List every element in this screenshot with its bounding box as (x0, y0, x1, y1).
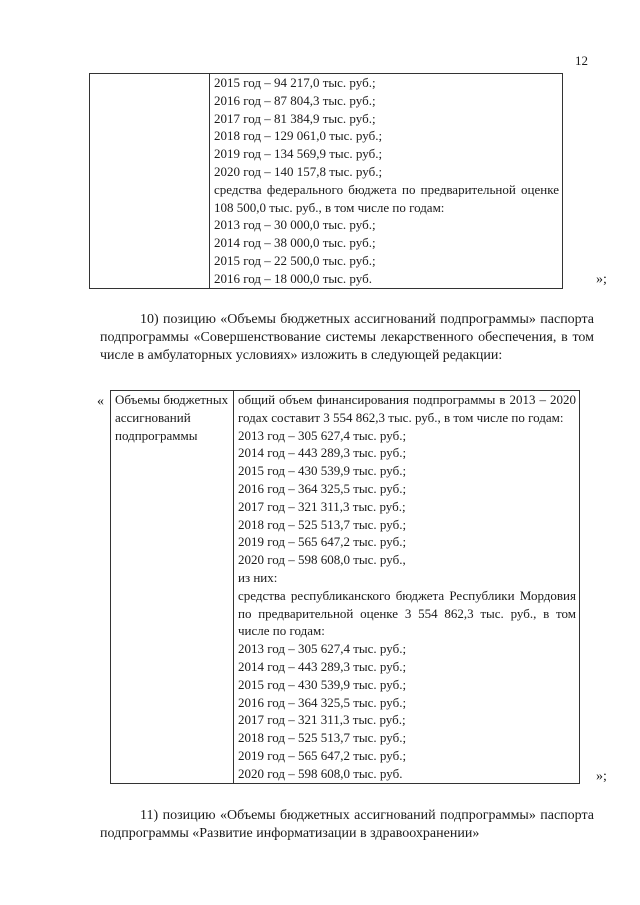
table-line: 2020 год – 598 608,0 тыс. руб. (238, 765, 403, 781)
paragraph-10: 10) позицию «Объемы бюджетных ассигнований подпрограммы» паспорта подпрограммы «Совершенствование системы лекарственного обеспечения, в том числе в амбулаторных условиях» изложить в следующей редакции: (100, 312, 594, 364)
paragraph-11: 11) позицию «Объемы бюджетных ассигнований подпрограммы» паспорта подпрограммы «Развитие информатизации в здравоохранении» (100, 808, 594, 842)
table-line: 2015 год – 430 539,9 тыс. руб.; (238, 676, 407, 692)
budget-table (110, 390, 580, 784)
table-value-cell (234, 391, 580, 784)
table-line: 2019 год – 565 647,2 тыс. руб.; (238, 747, 407, 763)
table-line: 2019 год – 134 569,9 тыс. руб.; (214, 146, 383, 162)
budget-label: Объемы бюджетных ассигнований подпрограммы (115, 392, 229, 443)
table-line: 2015 год – 430 539,9 тыс. руб.; (238, 463, 407, 479)
table-line: 2016 год – 364 325,5 тыс. руб.; (238, 694, 407, 710)
table-value-cell (210, 74, 563, 289)
table-line: 2020 год – 598 608,0 тыс. руб., (238, 552, 406, 568)
table-line: 2016 год – 364 325,5 тыс. руб.; (238, 480, 407, 496)
table-line: 2016 год – 18 000,0 тыс. руб. (214, 270, 372, 286)
table-line: средства федерального бюджета по предварительной оценке 108 500,0 тыс. руб., в том числе по годам: (214, 181, 559, 215)
table-line: 2014 год – 443 289,3 тыс. руб.; (238, 445, 407, 461)
table-line: 2013 год – 30 000,0 тыс. руб.; (214, 217, 376, 233)
closing-quote: »; (596, 272, 607, 287)
table-line: 2018 год – 129 061,0 тыс. руб.; (214, 128, 383, 144)
table-line: 2014 год – 443 289,3 тыс. руб.; (238, 658, 407, 674)
table-line: 2013 год – 305 627,4 тыс. руб.; (238, 641, 407, 657)
table-label-cell (111, 391, 234, 784)
table-line: 2018 год – 525 513,7 тыс. руб.; (238, 516, 407, 532)
table-line: 2018 год – 525 513,7 тыс. руб.; (238, 730, 407, 746)
of-them-label: из них: (238, 569, 278, 585)
table-line: 2016 год – 87 804,3 тыс. руб.; (214, 92, 376, 108)
total-intro: общий объем финансирования подпрограммы в 2013 – 2020 годах составит 3 554 862,3 тыс. руб., в том числе по годам: (238, 392, 576, 425)
table-line: 2017 год – 321 311,3 тыс. руб.; (238, 712, 406, 728)
page-number: 12 (575, 53, 588, 68)
closing-quote: »; (596, 769, 607, 784)
table-label-cell (90, 74, 210, 289)
table-line: 2017 год – 321 311,3 тыс. руб.; (238, 498, 406, 514)
table-line: 2013 год – 305 627,4 тыс. руб.; (238, 427, 407, 443)
table-line: 2017 год – 81 384,9 тыс. руб.; (214, 110, 376, 126)
opening-quote: « (97, 394, 104, 409)
table-line: 2015 год – 94 217,0 тыс. руб.; (214, 75, 376, 90)
table-line: 2014 год – 38 000,0 тыс. руб.; (214, 235, 376, 251)
table-line: 2020 год – 140 157,8 тыс. руб.; (214, 163, 383, 179)
table-line: 2019 год – 565 647,2 тыс. руб.; (238, 534, 407, 550)
regional-intro: средства республиканского бюджета Республики Мордовия по предварительной оценке 3 554 862,3 тыс. руб., в том числе по годам: (238, 587, 576, 639)
table-line: 2015 год – 22 500,0 тыс. руб.; (214, 252, 376, 268)
budget-table-continued (89, 73, 563, 289)
